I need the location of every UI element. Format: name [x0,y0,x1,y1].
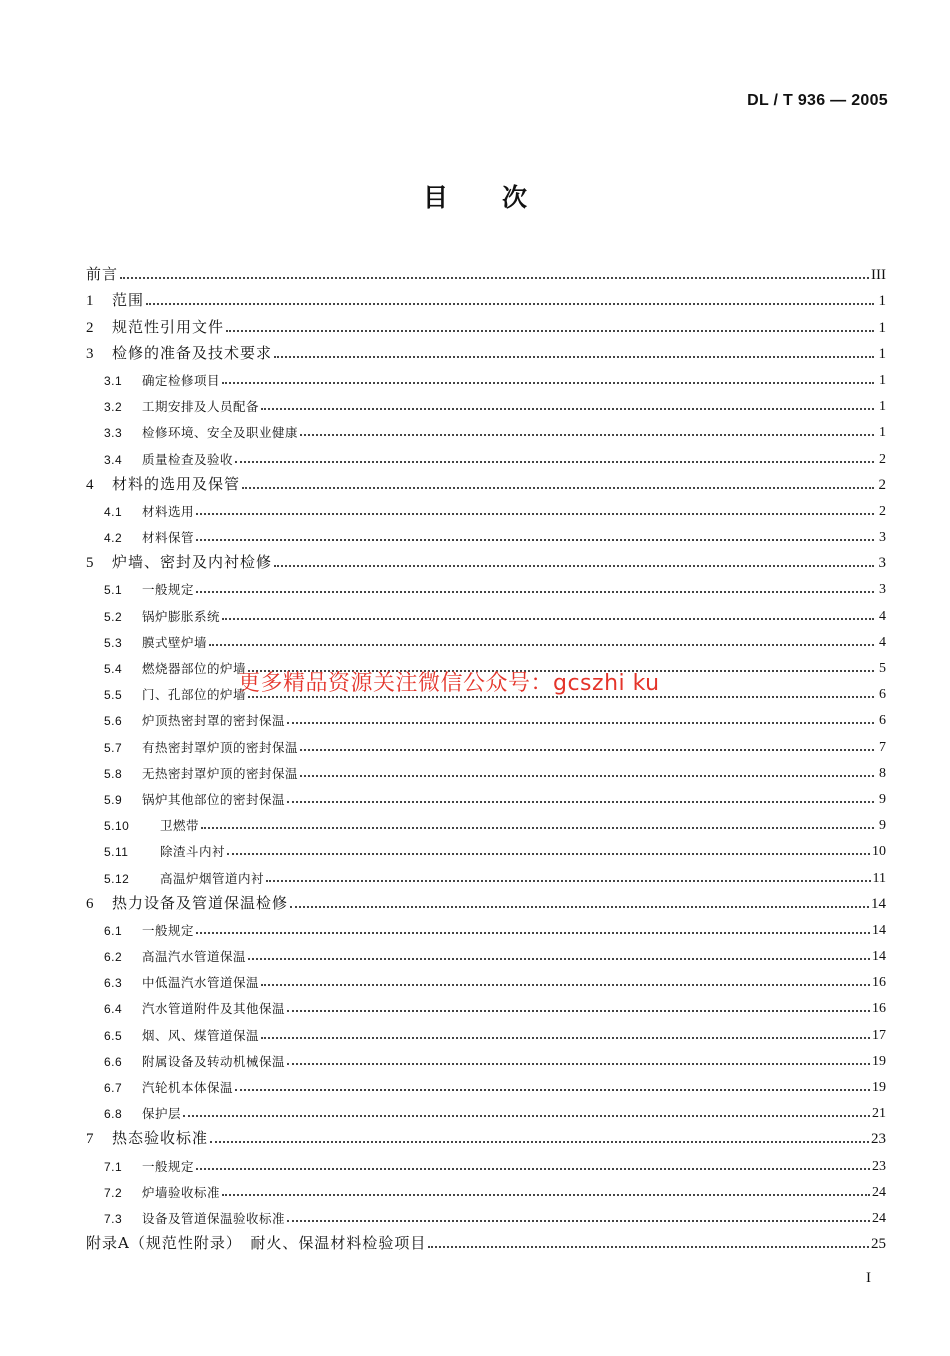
toc-entry-title: 有热密封罩炉顶的密封保温 [142,739,299,755]
toc-entry[interactable] [86,441,886,467]
toc-entry-title: 材料选用 [142,503,195,519]
toc-entry-title: 保护层 [142,1106,182,1122]
dot-leader [222,382,874,384]
toc-entry[interactable] [86,1096,886,1122]
toc-entry-number: 7.1 [104,1159,123,1174]
toc-entry-number: 5 [86,555,95,572]
toc-entry-title: 门、孔部位的炉墙 [142,687,247,703]
toc-entry-label [86,685,246,703]
toc-entry-page: 1 [878,319,886,336]
dot-leader [196,1168,870,1170]
toc-entry-label [86,738,298,756]
toc-entry[interactable] [86,572,886,598]
page-number: I [866,1270,871,1286]
toc-entry-page: 16 [872,975,886,991]
toc-entry-label [86,397,259,415]
dot-leader [274,356,874,358]
toc-entry-title: 中低温汽水管道保温 [142,975,260,991]
toc-entry-title: 卫燃带 [160,818,200,834]
dot-leader [222,618,874,620]
toc-entry[interactable] [86,939,886,965]
dot-leader [146,303,874,305]
toc-entry-number: 6.5 [104,1028,123,1043]
toc-entry-page: 1 [879,425,886,441]
dot-leader [290,906,869,908]
toc-entry-label [86,1104,181,1122]
toc-entry-number: 3 [86,345,95,362]
toc-entry[interactable] [86,284,886,310]
toc-entry[interactable] [86,258,886,284]
toc-entry[interactable] [86,1017,886,1043]
toc-entry-page: 24 [872,1184,886,1200]
dot-leader [287,1063,870,1065]
toc-entry-title: 前言 [86,265,119,284]
toc-entry-title: 范围 [112,291,145,310]
toc-entry-title: 一般规定 [142,922,195,938]
toc-entry-page: 4 [879,608,886,624]
dot-leader [209,644,874,646]
toc-entry[interactable] [86,1227,886,1253]
toc-entry-page: 2 [879,503,886,519]
toc-entry-page: 6 [879,687,886,703]
dot-leader [248,958,870,960]
dot-leader [287,801,874,803]
toc-entry[interactable] [86,1201,886,1227]
toc-entry-page: 9 [879,818,886,834]
toc-entry-title: 汽轮机本体保温 [142,1080,234,1095]
toc-entry-page: 16 [872,1001,886,1017]
toc-entry-title: 材料的选用及保管 [112,474,241,493]
toc-entry-title: 除渣斗内衬 [160,844,226,860]
toc-entry-label [86,947,246,965]
toc-entry[interactable] [86,625,886,651]
toc-entry-label [86,869,264,887]
toc-entry-label [86,999,285,1017]
toc-entry[interactable] [86,415,886,441]
toc-entry[interactable] [86,887,886,913]
dot-leader [287,1220,870,1222]
toc-entry-title: 质量检查及验收 [142,451,234,467]
toc-entry-page: 3 [879,582,886,598]
toc-entry-label [86,711,285,729]
toc-entry-number: 4.1 [104,504,123,519]
toc-entry-number: 5.4 [104,662,123,676]
toc-entry-number: 5.9 [104,792,123,807]
toc-entry-label [86,423,298,441]
toc-entry-page: 14 [872,922,886,938]
toc-entry-label [86,551,272,572]
toc-entry-page: III [871,267,886,284]
toc-entry-page: 24 [872,1210,886,1226]
toc-entry-label [86,316,224,337]
toc-entry-number: 5.6 [104,714,123,729]
toc-entry-page: 1 [879,372,886,388]
toc-entry-title: 膜式壁炉墙 [142,634,208,650]
toc-entry-label [86,790,285,808]
toc-entry-number: 5.11 [104,845,129,860]
toc-entry-title: 确定检修项目 [142,372,221,388]
dot-leader [196,932,870,934]
toc-entry-label [86,342,272,363]
toc-entry-number: 3.2 [104,400,123,415]
toc-entry-title: 检修环境、安全及职业健康 [142,425,299,441]
toc-entry-number: 6.8 [104,1107,123,1122]
toc-entry[interactable] [86,1175,886,1201]
dot-leader [261,984,870,986]
toc-entry-title: 炉墙验收标准 [142,1184,221,1200]
dot-leader [196,513,874,515]
toc-entry-page: 23 [872,1158,886,1174]
dot-leader [261,408,874,410]
dot-leader [183,1115,870,1117]
toc-entry-number: 5.1 [104,583,123,598]
toc-entry-page: 6 [879,713,886,729]
toc-entry-title: 热态验收标准 [112,1129,209,1148]
toc-entry-label [86,607,220,625]
table-of-contents [86,258,886,1253]
toc-entry-title: 锅炉其他部位的密封保温 [142,791,286,807]
toc-entry-number: 5.5 [104,688,123,703]
dot-leader [300,749,874,751]
dot-leader [300,434,874,436]
dot-leader [226,330,874,332]
toc-entry-page: 14 [872,949,886,965]
toc-entry-label [86,450,233,468]
toc-entry-number: 2 [86,319,95,336]
toc-entry-page: 21 [872,1106,886,1122]
toc-entry-label [86,1127,208,1148]
dot-leader [222,1194,870,1196]
toc-entry-label [86,816,199,834]
toc-entry-number: 5.12 [104,871,130,886]
toc-entry-title: 规范性引用文件 [112,317,225,336]
toc-entry-label [86,1078,233,1096]
toc-entry-title: 热力设备及管道保温检修 [112,893,289,912]
toc-entry-title: 炉顶热密封罩的密封保温 [142,713,286,729]
toc-entry[interactable] [86,782,886,808]
toc-entry-label [86,371,220,389]
toc-entry-label [86,842,225,860]
dot-leader [287,1010,870,1012]
toc-entry-label [86,502,194,520]
toc-entry-number: 6 [86,895,95,912]
toc-entry-page: 25 [871,1236,886,1253]
toc-entry-label [86,973,259,991]
toc-entry-number: 3.3 [104,426,123,441]
toc-entry-title: 一般规定 [142,582,195,598]
page-title: 目次 [422,183,581,212]
toc-entry[interactable] [86,1070,886,1096]
toc-entry-page: 1 [878,293,886,310]
toc-entry-title: 检修的准备及技术要求 [112,343,273,362]
toc-entry-label [86,633,207,651]
toc-entry-title: 工期安排及人员配备 [142,399,260,415]
toc-entry-page: 3 [879,530,886,546]
toc-entry-page: 4 [879,634,886,650]
toc-entry-number: 6.1 [104,923,123,938]
dot-leader [428,1246,869,1248]
toc-entry[interactable] [86,860,886,886]
toc-entry-title: 材料保管 [142,530,195,546]
toc-entry-number: 3.4 [104,452,123,467]
toc-entry-title: 汽水管道附件及其他保温 [142,1001,286,1017]
toc-entry[interactable] [86,1148,886,1174]
toc-entry-page: 10 [872,844,886,860]
dot-leader [266,880,871,882]
toc-entry-title: 附属设备及转动机械保温 [142,1053,286,1069]
toc-entry-title: 燃烧器部位的炉墙 [142,661,247,676]
dot-leader [300,775,874,777]
toc-entry-number: 1 [86,293,95,310]
toc-entry[interactable] [86,1122,886,1148]
toc-entry-title: 锅炉膨胀系统 [142,608,221,624]
toc-entry-page: 1 [879,399,886,415]
dot-leader [210,1141,869,1143]
toc-entry-page: 8 [879,765,886,781]
toc-entry-label [86,764,298,782]
toc-entry[interactable] [86,363,886,389]
toc-entry[interactable] [86,703,886,729]
toc-entry-number: 5.10 [104,819,130,834]
toc-entry[interactable] [86,468,886,494]
dot-leader [120,277,869,279]
toc-entry-number: 6.2 [104,950,123,965]
toc-entry-label [86,1209,285,1227]
toc-entry-page: 14 [871,895,886,912]
toc-entry-number: 6.3 [104,976,123,991]
toc-entry-label [86,921,194,939]
toc-entry-label [86,263,118,284]
toc-entry-number: 5.7 [104,740,123,755]
toc-entry[interactable] [86,756,886,782]
toc-entry[interactable] [86,598,886,624]
toc-entry-number: 7.3 [104,1211,123,1226]
toc-entry-label [86,289,144,310]
toc-entry-label [86,1157,194,1175]
toc-entry-page: 11 [872,870,886,886]
standard-code: DL / T 936 — 2005 [747,92,888,109]
toc-entry[interactable] [86,546,886,572]
toc-entry-number: 7.2 [104,1185,123,1200]
toc-entry-label [86,1052,285,1070]
toc-entry-number: 5.2 [104,609,123,624]
toc-entry-page: 1 [878,345,886,362]
watermark-text: 更多精品资源关注微信公众号：gcszhi ku [238,671,660,696]
dot-leader [261,1037,870,1039]
toc-entry-number: 4 [86,476,95,493]
dot-leader [287,722,874,724]
toc-entry-number: 7 [86,1131,95,1148]
toc-entry-number: 4.2 [104,531,123,546]
toc-entry[interactable] [86,337,886,363]
toc-entry-page: 3 [878,555,886,572]
toc-entry-label [86,1232,426,1253]
toc-entry-page: 17 [872,1027,886,1043]
dot-leader [242,487,874,489]
toc-entry-title: 设备及管道保温验收标准 [142,1210,286,1226]
dot-leader [201,827,874,829]
toc-entry-title: 高温炉烟管道内衬 [160,870,265,886]
toc-entry-label [86,892,288,913]
toc-entry-number: 6.4 [104,1002,123,1017]
toc-entry[interactable] [86,1044,886,1070]
toc-entry[interactable] [86,991,886,1017]
toc-entry-title: 炉墙、密封及内衬检修 [112,553,273,572]
dot-leader [274,565,874,567]
toc-entry[interactable] [86,913,886,939]
toc-entry-page: 5 [879,661,886,676]
toc-entry[interactable] [86,834,886,860]
toc-entry-title: 附录A（规范性附录） 耐火、保温材料检验项目 [86,1234,427,1253]
dot-leader [196,539,874,541]
toc-entry-page: 2 [879,451,886,467]
dot-leader [235,1089,870,1091]
dot-leader [196,591,874,593]
toc-entry[interactable] [86,310,886,336]
toc-entry[interactable] [86,494,886,520]
toc-entry-number: 5.3 [104,635,123,650]
dot-leader [227,853,870,855]
toc-entry-number: 6.6 [104,1054,123,1069]
toc-entry-label [86,1183,220,1201]
toc-entry-title: 一般规定 [142,1158,195,1174]
toc-entry-label [86,528,194,546]
toc-entry[interactable] [86,808,886,834]
toc-entry-page: 19 [872,1080,886,1095]
toc-entry-page: 19 [872,1053,886,1069]
toc-entry[interactable] [86,389,886,415]
toc-entry-page: 9 [879,791,886,807]
toc-entry-title: 高温汽水管道保温 [142,949,247,965]
dot-leader [235,461,874,463]
toc-entry-page: 23 [871,1131,886,1148]
toc-entry-title: 无热密封罩炉顶的密封保温 [142,765,299,781]
toc-entry-label [86,659,246,677]
toc-entry[interactable] [86,965,886,991]
toc-entry-number: 6.7 [104,1081,123,1095]
toc-entry-page: 2 [878,476,886,493]
toc-entry-title: 烟、风、煤管道保温 [142,1027,260,1043]
toc-entry-number: 3.1 [104,373,123,388]
toc-entry-label [86,1026,259,1044]
toc-entry[interactable] [86,729,886,755]
toc-entry-number: 5.8 [104,766,123,781]
toc-entry-page: 7 [879,739,886,755]
toc-entry[interactable] [86,520,886,546]
toc-entry-label [86,580,194,598]
toc-entry-label [86,473,240,494]
